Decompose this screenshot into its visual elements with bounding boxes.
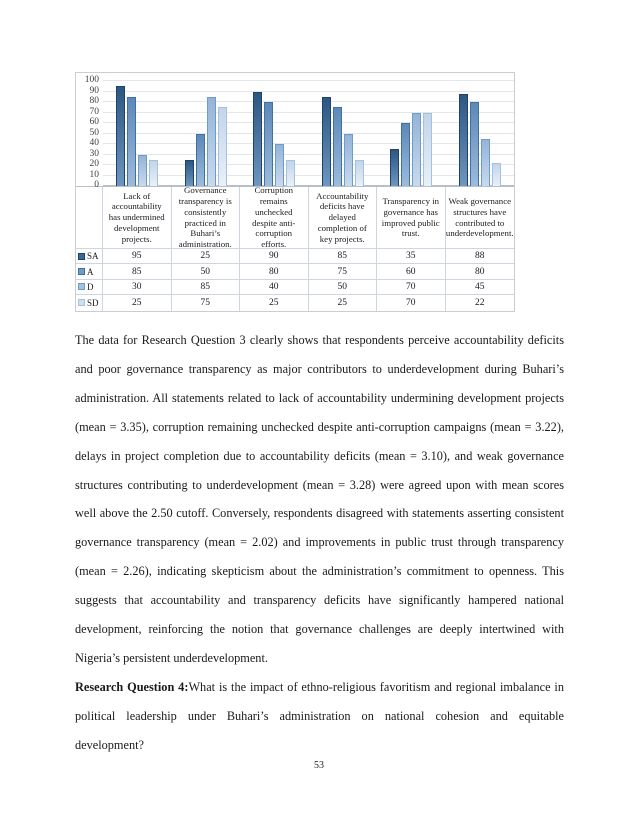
plot-area — [103, 80, 514, 186]
bar-d-category-1 — [138, 155, 147, 187]
category-header-6: Weak governance structures have contributed to underdevelopment. — [446, 187, 515, 249]
y-tick-label: 80 — [89, 96, 99, 106]
legend-cell-a — [76, 264, 103, 279]
paragraph-research-q4 — [75, 673, 564, 760]
bar-sd-category-5 — [423, 113, 432, 187]
legend-cell-sd — [76, 295, 103, 310]
chart-figure — [75, 72, 515, 312]
legend-swatch-sa — [78, 253, 85, 260]
category-header-3: Corruption remains unchecked despite anti-corruption efforts. — [240, 187, 309, 249]
bar-d-category-5 — [412, 113, 421, 187]
value-cell-d-3: 40 — [240, 280, 309, 295]
bar-sa-category-5 — [390, 149, 399, 186]
category-header-4: Accountability deficits have delayed completion of key projects. — [309, 187, 378, 249]
value-cell-a-5: 60 — [377, 264, 446, 279]
body-text — [75, 326, 564, 760]
legend-label-sa: SA — [87, 251, 99, 262]
y-tick-label: 60 — [89, 117, 99, 127]
legend-label-sd: SD — [87, 297, 99, 308]
bar-sa-category-3 — [253, 92, 262, 187]
value-cell-d-2: 85 — [172, 280, 241, 295]
value-cell-a-1: 85 — [103, 264, 172, 279]
bar-a-category-5 — [401, 123, 410, 186]
y-tick-label: 10 — [89, 169, 99, 180]
bar-sa-category-4 — [322, 97, 331, 186]
value-cell-sd-1: 25 — [103, 295, 172, 310]
bar-d-category-4 — [344, 134, 353, 187]
legend-label-a: A — [87, 266, 94, 277]
research-question-4-label: Research Question 4: — [75, 679, 189, 694]
y-tick-label: 100 — [84, 75, 99, 85]
bar-sd-category-2 — [218, 107, 227, 186]
bar-d-category-3 — [275, 144, 284, 186]
value-cell-sd-5: 70 — [377, 295, 446, 310]
value-cell-sa-1: 95 — [103, 249, 172, 264]
y-tick-label: 70 — [89, 106, 99, 117]
table-row-sa — [76, 249, 514, 264]
value-cell-sa-5: 35 — [377, 249, 446, 264]
table-header-row — [76, 187, 514, 249]
bar-cluster — [309, 80, 378, 186]
value-cell-sa-6: 88 — [446, 249, 515, 264]
bar-cluster — [240, 80, 309, 186]
category-header-2: Governance transparency is consistently practiced in Buhari’s administration. — [172, 187, 241, 249]
table-row-a — [76, 264, 514, 279]
bar-sa-category-2 — [185, 160, 194, 186]
value-cell-a-4: 75 — [309, 264, 378, 279]
value-cell-sd-3: 25 — [240, 295, 309, 310]
bar-clusters — [103, 80, 514, 186]
value-cell-d-5: 70 — [377, 280, 446, 295]
legend-swatch-a — [78, 268, 85, 275]
y-tick-label: 20 — [89, 159, 99, 169]
bar-a-category-2 — [196, 134, 205, 187]
legend-label-d: D — [87, 281, 94, 292]
value-cell-a-3: 80 — [240, 264, 309, 279]
paragraph-research-q3: The data for Research Question 3 clearly shows that respondents perceive accountability deficits and poor governance transparency as major contributors to underdevelopment during Buhari’s administration. All statements related to lack of accountability undermining development projects (mean = 3.35), corruption remaining unchecked despite anti-corruption campaigns (mean = 3.22), delays in project completion due to accountability deficits (mean = 3.10), and weak governance structures contributing to underdevelopment (mean = 3.28) were agreed upon with mean scores well above the 2.50 cutoff. Conversely, respondents disagreed with statements asserting consistent governance transparency (mean = 2.02) and improvements in public trust through transparency (mean = 2.26), indicating skepticism about the administration’s commitment to openness. This suggests that accountability and transparency deficits have significantly hampered national development, reinforcing the notion that governance challenges are deeply intertwined with Nigeria’s persistent underdevelopment. — [75, 333, 564, 665]
bar-cluster — [377, 80, 446, 186]
chart-table — [76, 186, 514, 311]
value-cell-sa-3: 90 — [240, 249, 309, 264]
bar-a-category-1 — [127, 97, 136, 186]
bar-sd-category-6 — [492, 163, 501, 186]
value-cell-sa-2: 25 — [172, 249, 241, 264]
bar-sa-category-1 — [116, 86, 125, 186]
y-tick-label: 50 — [89, 127, 99, 138]
research-question-4-text: What is the impact of ethno-religious favoritism and regional imbalance in political leadership under Buhari’s administration on national cohesion and equitable development? — [75, 679, 564, 752]
table-row-d — [76, 280, 514, 295]
value-cell-a-6: 80 — [446, 264, 515, 279]
bar-cluster — [172, 80, 241, 186]
bar-a-category-3 — [264, 102, 273, 186]
legend-swatch-d — [78, 283, 85, 290]
y-tick-label: 90 — [89, 85, 99, 96]
bar-d-category-6 — [481, 139, 490, 186]
table-row-sd — [76, 295, 514, 310]
y-tick-label: 0 — [94, 180, 99, 190]
y-tick-label: 30 — [89, 148, 99, 159]
bar-cluster — [103, 80, 172, 186]
y-tick-label: 40 — [89, 138, 99, 148]
bar-sd-category-1 — [149, 160, 158, 186]
value-cell-sd-2: 75 — [172, 295, 241, 310]
value-cell-sd-4: 25 — [309, 295, 378, 310]
bar-sd-category-4 — [355, 160, 364, 186]
chart-plot-row — [76, 73, 514, 190]
value-cell-d-4: 50 — [309, 280, 378, 295]
table-corner-cell — [76, 187, 103, 249]
category-header-5: Transparency in governance has improved public trust. — [377, 187, 446, 249]
legend-cell-d — [76, 280, 103, 295]
page-number: 53 — [314, 760, 324, 771]
legend-swatch-sd — [78, 299, 85, 306]
category-header-1: Lack of accountability has undermined development projects. — [103, 187, 172, 249]
value-cell-d-6: 45 — [446, 280, 515, 295]
value-cell-sa-4: 85 — [309, 249, 378, 264]
bar-cluster — [446, 80, 515, 186]
value-cell-a-2: 50 — [172, 264, 241, 279]
bar-a-category-4 — [333, 107, 342, 186]
bar-sa-category-6 — [459, 94, 468, 186]
y-axis — [76, 75, 103, 190]
bar-d-category-2 — [207, 97, 216, 186]
value-cell-sd-6: 22 — [475, 297, 485, 308]
legend-cell-sa — [76, 249, 103, 264]
bar-sd-category-3 — [286, 160, 295, 186]
value-cell-d-1: 30 — [103, 280, 172, 295]
bar-a-category-6 — [470, 102, 479, 186]
